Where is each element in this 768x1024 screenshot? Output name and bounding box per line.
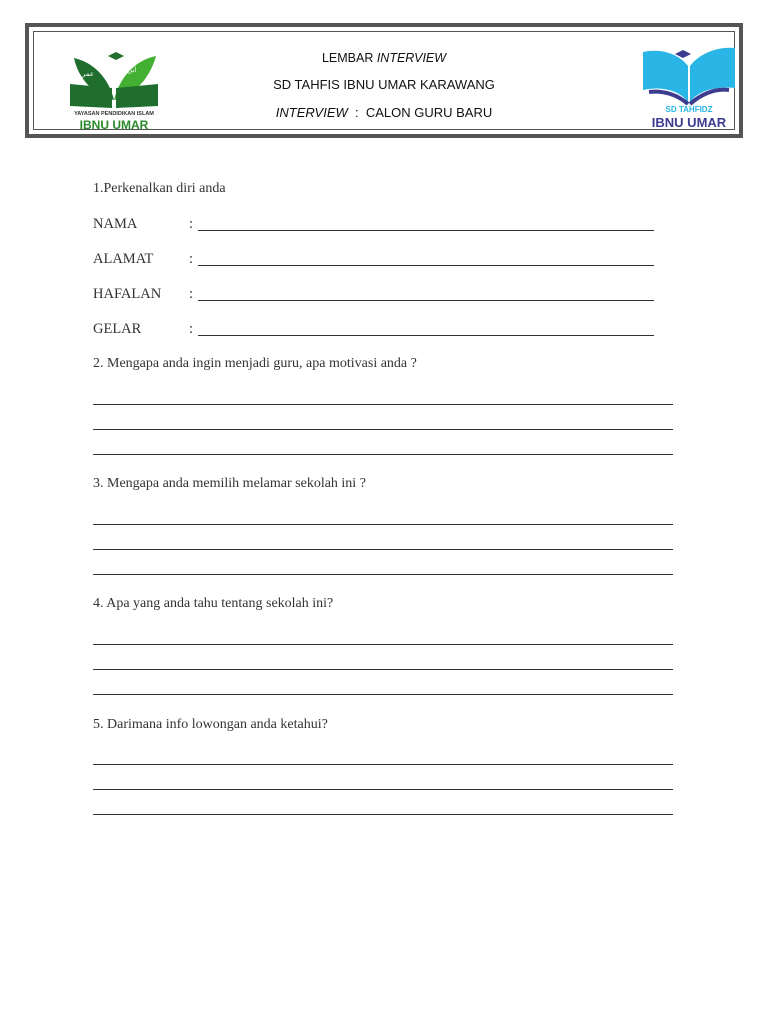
header-line3-italic: INTERVIEW — [275, 105, 348, 120]
header-title-line3 — [34, 105, 734, 120]
logo-subtitle: YAYASAN PENDIDIKAN ISLAM — [74, 111, 154, 117]
answer-line[interactable] — [93, 454, 673, 455]
answer-line[interactable] — [93, 694, 673, 695]
answer-line[interactable] — [93, 574, 673, 575]
question-2: 2. Mengapa anda ingin menjadi guru, apa motivasi anda ? — [93, 356, 417, 371]
logo-sd-tahfidz: SD TAHFIDZ — [665, 105, 713, 114]
question-1: 1.Perkenalkan diri anda — [93, 181, 226, 196]
nama-field-line[interactable] — [198, 230, 654, 231]
question-5: 5. Darimana info lowongan anda ketahui? — [93, 717, 328, 732]
field-colon: : — [189, 216, 194, 232]
field-label-hafalan: HAFALAN — [93, 286, 162, 302]
field-label-gelar: GELAR — [93, 321, 142, 337]
answer-line[interactable] — [93, 404, 673, 405]
answer-line[interactable] — [93, 549, 673, 550]
field-label-nama: NAMA — [93, 216, 138, 232]
hafalan-field-line[interactable] — [198, 300, 654, 301]
answer-line[interactable] — [93, 644, 673, 645]
header-title-italic: INTERVIEW — [376, 51, 447, 65]
answer-line[interactable] — [93, 814, 673, 815]
header-title-line1 — [34, 51, 734, 65]
open-book-icon — [639, 44, 739, 106]
field-colon: : — [189, 321, 194, 337]
header-title-prefix: LEMBAR — [321, 51, 374, 65]
field-colon: : — [189, 251, 194, 267]
answer-line[interactable] — [93, 789, 673, 790]
answer-line[interactable] — [93, 669, 673, 670]
logo-arabic-left: عمر — [82, 70, 95, 78]
alamat-field-line[interactable] — [198, 265, 654, 266]
answer-line[interactable] — [93, 429, 673, 430]
answer-line[interactable] — [93, 764, 673, 765]
header-box — [25, 23, 743, 138]
gelar-field-line[interactable] — [198, 335, 654, 336]
logo-arabic-right: ابن — [127, 66, 137, 74]
logo-name: IBNU UMAR — [79, 118, 149, 132]
logo-name-right: IBNU UMAR — [651, 115, 727, 130]
sd-tahfidz-ibnu-umar-logo — [639, 44, 739, 132]
answer-line[interactable] — [93, 524, 673, 525]
header-school-name: SD TAHFIS IBNU UMAR KARAWANG — [273, 77, 495, 92]
header-line3-rest: : CALON GURU BARU — [347, 105, 493, 120]
header-inner-border — [33, 31, 735, 130]
field-colon: : — [189, 286, 194, 302]
question-4: 4. Apa yang anda tahu tentang sekolah ini? — [93, 596, 334, 611]
question-3: 3. Mengapa anda memilih melamar sekolah ini ? — [93, 476, 366, 491]
field-label-alamat: ALAMAT — [93, 251, 154, 267]
